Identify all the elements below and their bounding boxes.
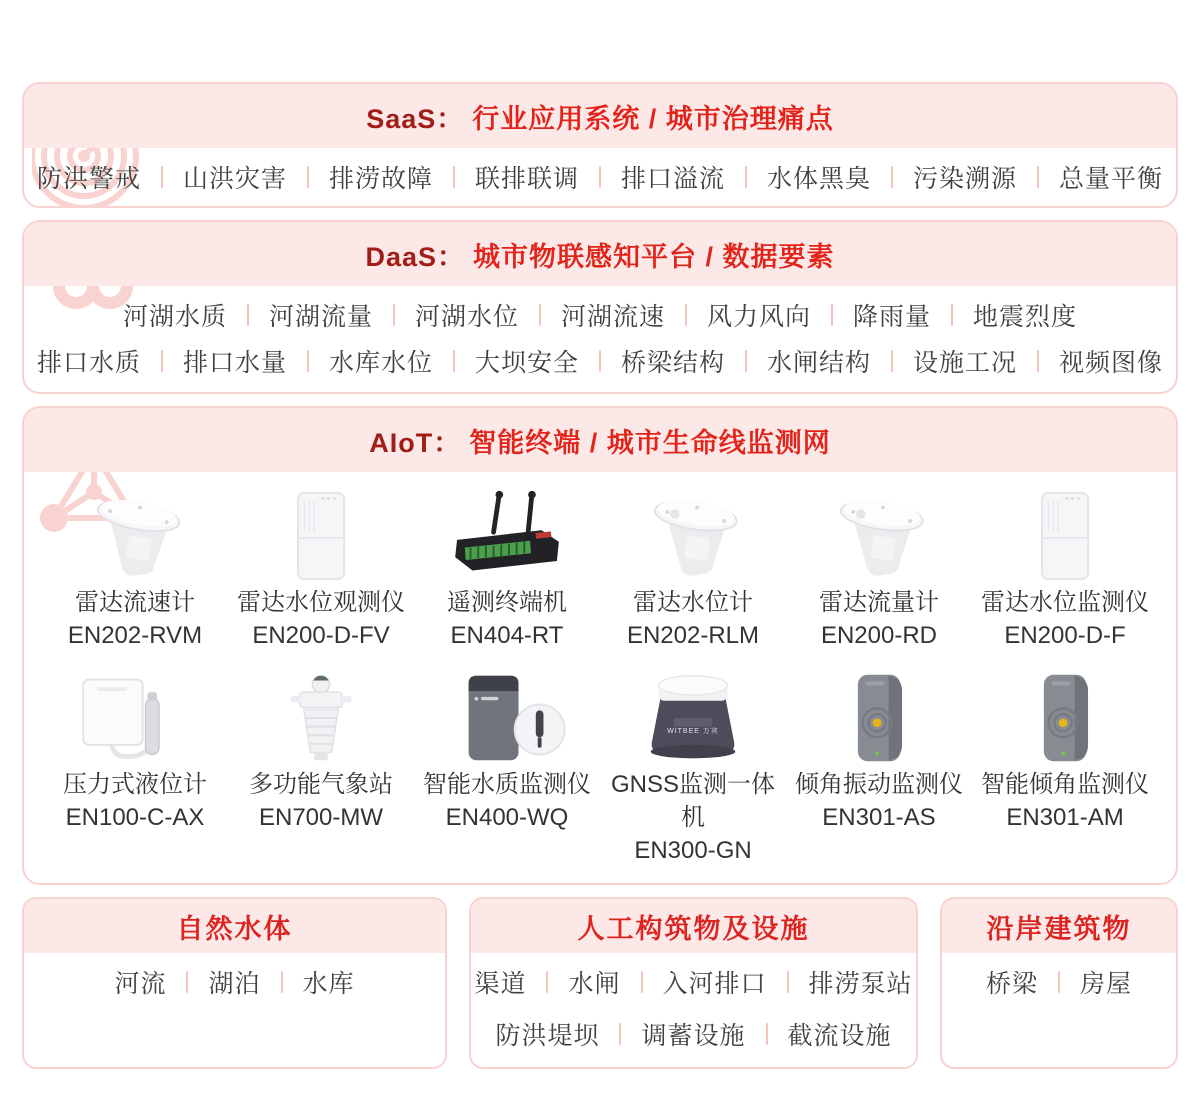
product-card: [228, 670, 414, 867]
product-model: EN300-GN: [634, 837, 752, 864]
product-name: 多功能气象站: [249, 771, 393, 798]
structures-box: [469, 897, 918, 1069]
pressure-level-meter-image: [42, 670, 228, 766]
divider: [787, 971, 789, 993]
list-item: 河湖水位: [414, 303, 519, 331]
list-item: 湖泊: [208, 970, 261, 998]
divider: [186, 971, 188, 993]
content-area: [22, 82, 1178, 1069]
divider: [307, 350, 309, 372]
divider: [891, 166, 893, 188]
divider: [745, 350, 747, 372]
divider: [161, 166, 163, 188]
water-quality-monitor-image: [414, 670, 600, 766]
list-item: 河湖流量: [268, 303, 373, 331]
divider: [891, 350, 893, 372]
product-model: EN400-WQ: [445, 804, 569, 831]
divider: [161, 350, 163, 372]
divider: [539, 304, 541, 326]
product-card: [600, 488, 786, 652]
product-model: EN700-MW: [258, 804, 384, 831]
weather-station-image: [228, 670, 414, 766]
daas-prefix: DaaS：: [365, 241, 466, 272]
divider: [951, 304, 953, 326]
list-item: 大坝安全: [474, 349, 579, 377]
structures-title: 人工构筑物及设施: [471, 899, 916, 953]
saas-items: [24, 148, 1176, 206]
product-card: [972, 670, 1158, 867]
aiot-products-grid: [24, 472, 1176, 883]
saas-band: [22, 82, 1178, 208]
list-item: 截流设施: [787, 1022, 892, 1050]
divider: [247, 304, 249, 326]
divider: [1058, 971, 1060, 993]
list-item: 河流: [114, 970, 167, 998]
product-model: EN404-RT: [450, 622, 564, 649]
list-item: 排涝故障: [328, 165, 433, 193]
product-model: EN100-C-AX: [65, 804, 205, 831]
list-item: 风力风向: [707, 303, 812, 331]
product-name: 倾角振动监测仪: [795, 771, 963, 798]
product-name: 雷达水位监测仪: [981, 589, 1149, 616]
daas-title: 城市物联感知平台 / 数据要素: [473, 241, 835, 272]
radar-flow-meter-image: [786, 488, 972, 584]
list-item: 排口水质: [36, 349, 141, 377]
saas-prefix: SaaS：: [366, 103, 465, 134]
divider: [1037, 166, 1039, 188]
list-item: 水闸结构: [767, 349, 872, 377]
product-name: 雷达流速计: [75, 589, 195, 616]
product-name: 雷达水位观测仪: [237, 589, 405, 616]
product-name: 智能倾角监测仪: [981, 771, 1149, 798]
divider: [546, 971, 548, 993]
radar-level-monitor-image: [972, 488, 1158, 584]
tilt-vibration-monitor-image: [786, 670, 972, 766]
product-card: [228, 488, 414, 652]
saas-title: 行业应用系统 / 城市治理痛点: [472, 103, 834, 134]
list-item: 排口水量: [182, 349, 287, 377]
daas-band: [22, 220, 1178, 394]
list-item: 排涝泵站: [808, 970, 913, 998]
product-card: [786, 488, 972, 652]
product-model: EN200-RD: [820, 622, 938, 649]
divider: [766, 1023, 768, 1045]
product-name: GNSS监测一体机: [610, 771, 775, 831]
riverside-buildings-items: [942, 959, 1176, 1005]
product-card: [414, 488, 600, 652]
list-item: 地震烈度: [973, 303, 1078, 331]
natural-water-items: [24, 959, 445, 1005]
list-item: 总量平衡: [1059, 165, 1164, 193]
riverside-buildings-box: [940, 897, 1178, 1069]
list-item: 河湖流速: [560, 303, 665, 331]
list-item: 视频图像: [1059, 349, 1164, 377]
radar-level-observer-image: [228, 488, 414, 584]
list-item: 水库: [302, 970, 355, 998]
product-model: EN200-D-F: [1004, 622, 1126, 649]
device-brand-label: WITBEE 万宾: [667, 728, 719, 735]
list-item: 水闸: [568, 970, 621, 998]
structures-items-row1: [471, 959, 916, 1005]
natural-water-box: [22, 897, 447, 1069]
daas-header: [24, 222, 1176, 286]
product-card: [42, 670, 228, 867]
list-item: 调蓄设施: [641, 1022, 746, 1050]
monitoring-targets-row: [22, 897, 1178, 1069]
list-item: 山洪灾害: [182, 165, 287, 193]
divider: [685, 304, 687, 326]
aiot-title: 智能终端 / 城市生命线监测网: [469, 427, 831, 458]
structures-items-row2: [471, 1011, 916, 1057]
product-card: [42, 488, 228, 652]
product-model: EN301-AS: [822, 804, 936, 831]
product-name: 压力式液位计: [63, 771, 207, 798]
natural-water-title: 自然水体: [24, 899, 445, 953]
product-card: [414, 670, 600, 867]
divider: [281, 971, 283, 993]
aiot-header: [24, 408, 1176, 472]
radar-current-meter-image: [42, 488, 228, 584]
product-name: 雷达流量计: [819, 589, 939, 616]
list-item: 排口溢流: [621, 165, 726, 193]
product-model: EN200-D-FV: [252, 622, 390, 649]
product-card: [972, 488, 1158, 652]
divider: [393, 304, 395, 326]
product-model: EN202-RLM: [626, 622, 760, 649]
list-item: 防洪堤坝: [495, 1022, 600, 1050]
daas-items-row1: [24, 292, 1176, 338]
riverside-buildings-title: 沿岸建筑物: [942, 899, 1176, 953]
list-item: 降雨量: [853, 303, 932, 331]
divider: [599, 350, 601, 372]
divider: [1037, 350, 1039, 372]
list-item: 防洪警戒: [36, 165, 141, 193]
saas-header: [24, 84, 1176, 148]
divider: [453, 166, 455, 188]
divider: [453, 350, 455, 372]
list-item: 设施工况: [913, 349, 1018, 377]
list-item: 水库水位: [328, 349, 433, 377]
product-model: EN202-RVM: [67, 622, 203, 649]
list-item: 水体黑臭: [767, 165, 872, 193]
product-model: EN301-AM: [1006, 804, 1124, 831]
list-item: 入河排口: [662, 970, 767, 998]
divider: [619, 1023, 621, 1045]
aiot-band: [22, 406, 1178, 885]
list-item: 联排联调: [474, 165, 579, 193]
radar-level-meter-image: [600, 488, 786, 584]
divider: [307, 166, 309, 188]
list-item: 渠道: [474, 970, 527, 998]
divider: [831, 304, 833, 326]
product-card: [786, 670, 972, 867]
telemetry-terminal-image: [414, 488, 600, 584]
tilt-monitor-image: [972, 670, 1158, 766]
product-card: [600, 670, 786, 867]
gnss-monitor-image: [600, 670, 786, 766]
product-name: 智能水质监测仪: [423, 771, 591, 798]
product-name: 遥测终端机: [447, 589, 567, 616]
list-item: 桥梁: [985, 970, 1038, 998]
aiot-prefix: AIoT：: [369, 427, 462, 458]
list-item: 桥梁结构: [621, 349, 726, 377]
daas-items-row2: [24, 338, 1176, 384]
product-name: 雷达水位计: [633, 589, 753, 616]
divider: [745, 166, 747, 188]
daas-body: [24, 286, 1176, 392]
list-item: 河湖水质: [122, 303, 227, 331]
divider: [599, 166, 601, 188]
list-item: 房屋: [1080, 970, 1133, 998]
divider: [641, 971, 643, 993]
list-item: 污染溯源: [913, 165, 1018, 193]
